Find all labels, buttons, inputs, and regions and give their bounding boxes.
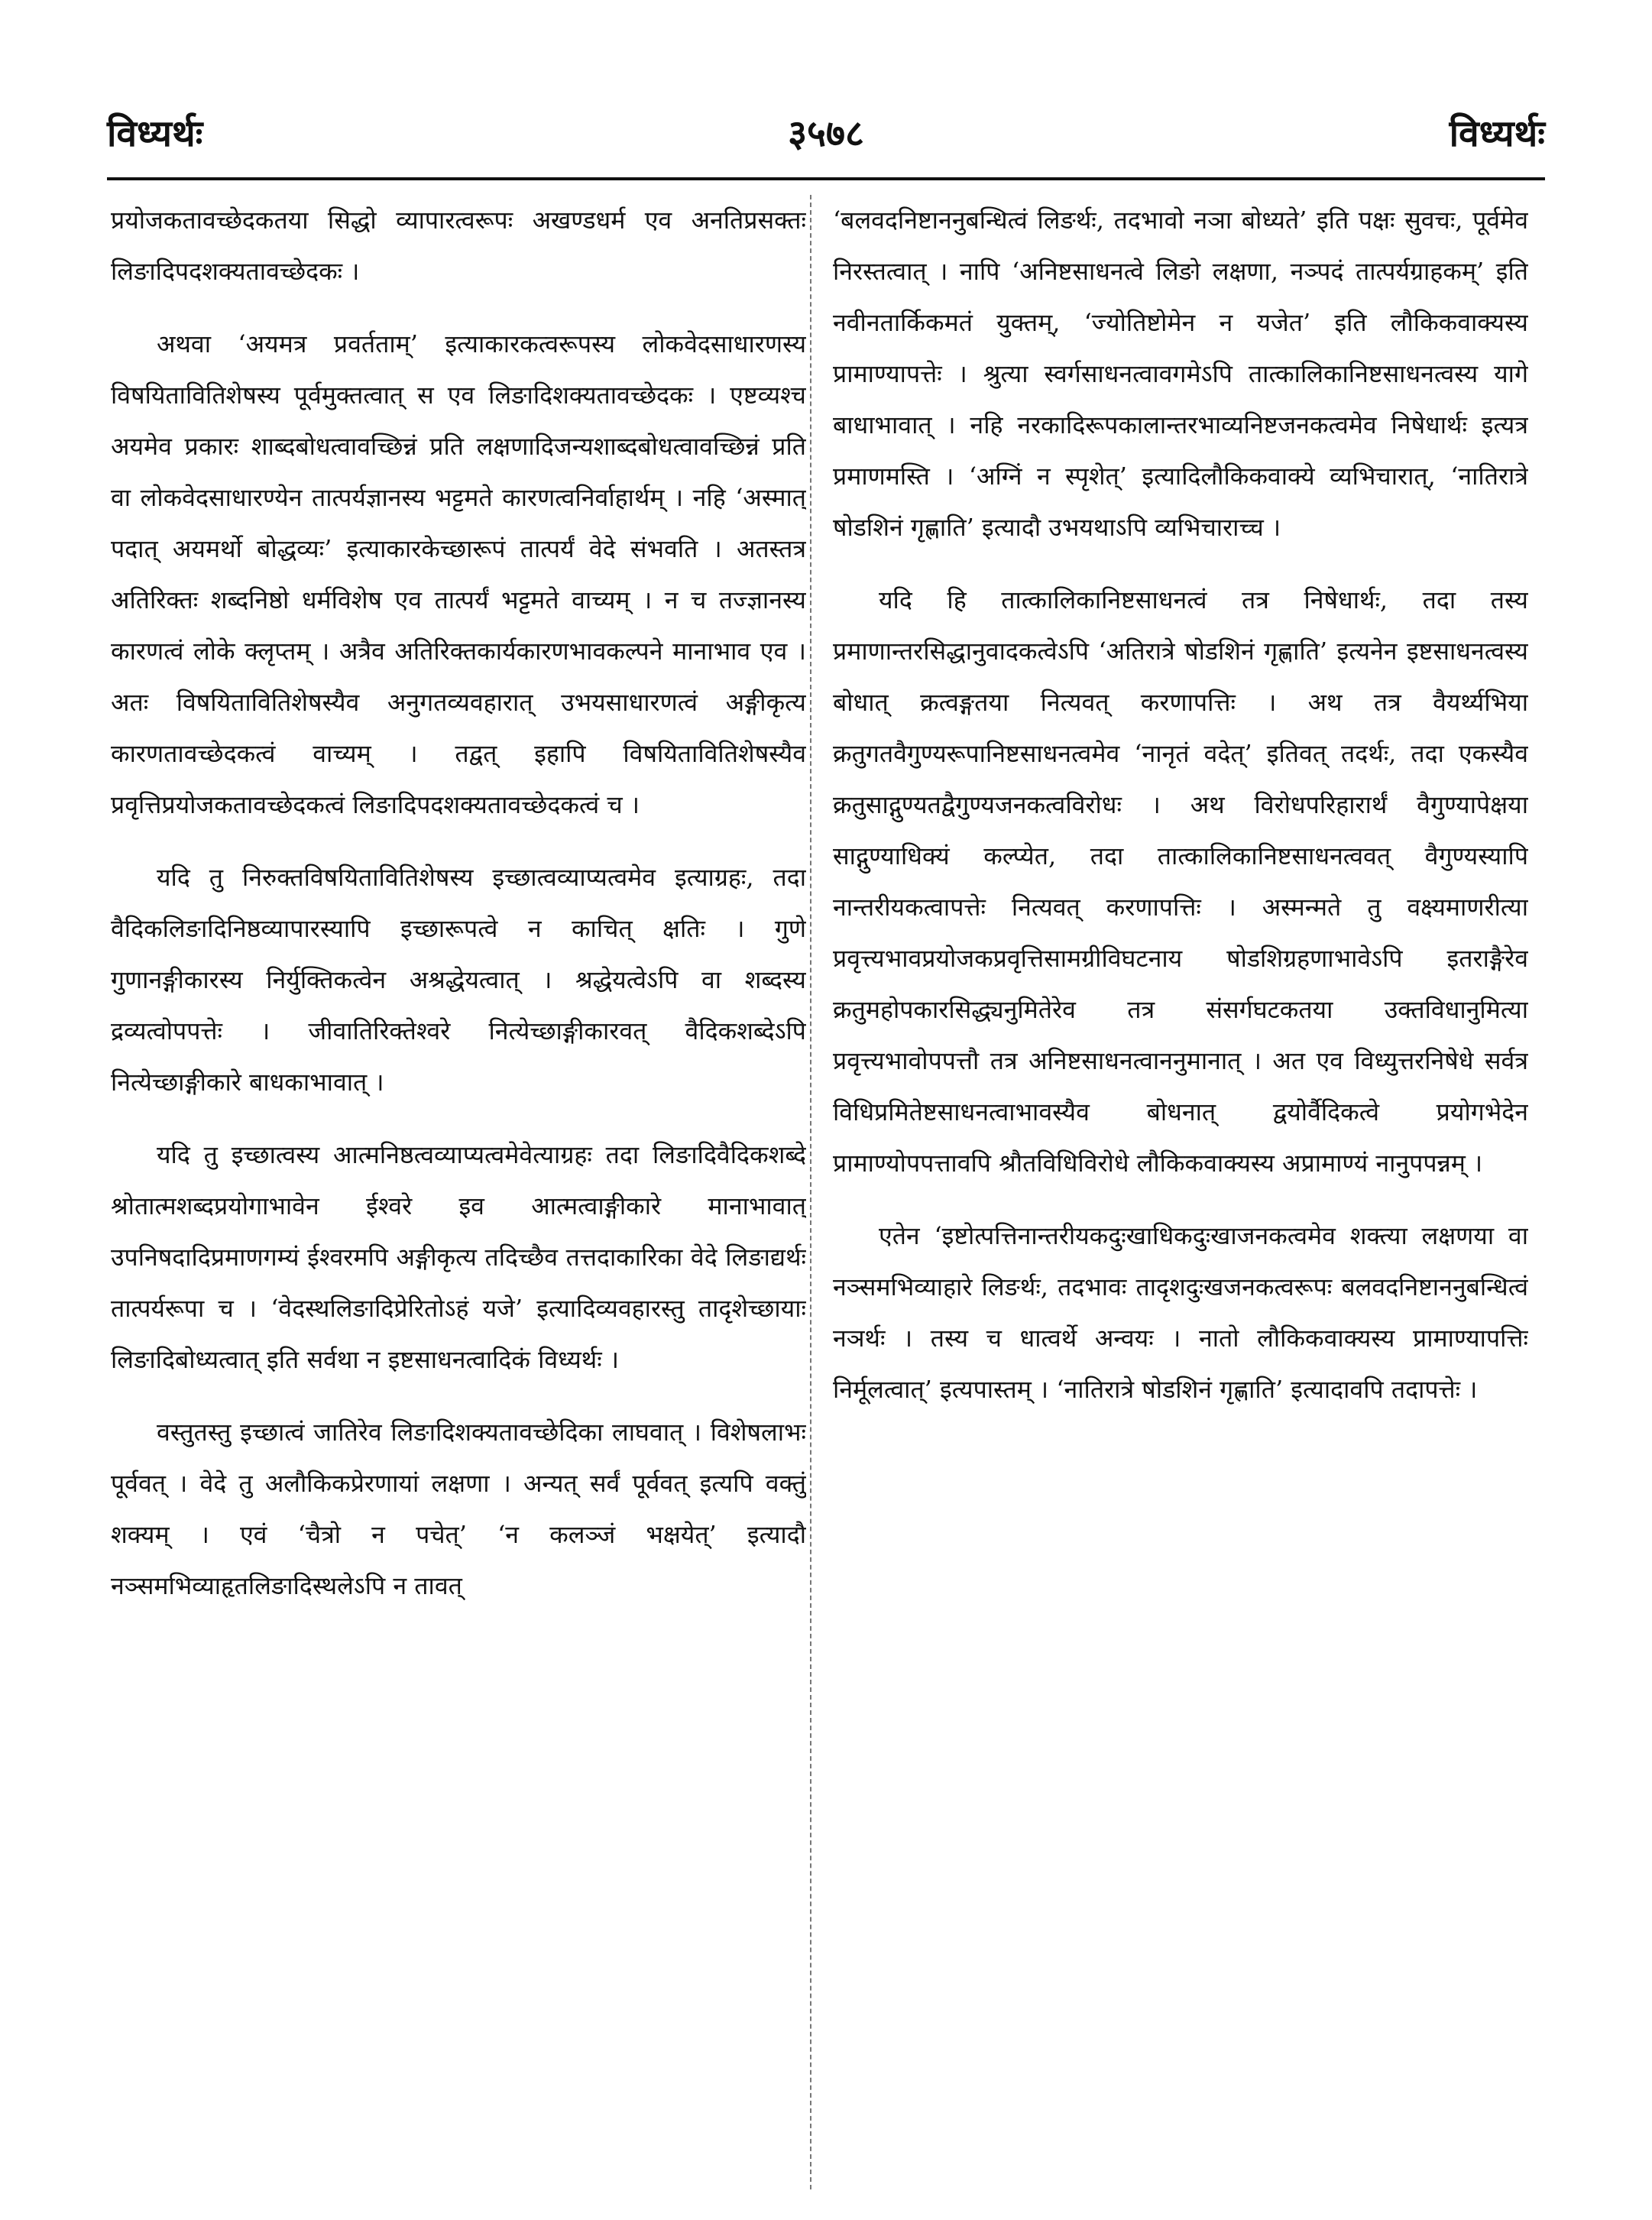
page-header bbox=[107, 99, 1545, 168]
page-number: ३५७८ bbox=[788, 112, 864, 155]
left-paragraph-1: प्रयोजकतावच्छेदकतया सिद्धो व्यापारत्वरूपः अखण्डधर्म एव अनतिप्रसक्तः लिङादिपदशक्यतावच्छेदकः । bbox=[111, 206, 806, 286]
header-rule bbox=[107, 177, 1545, 180]
header-left-title: विध्यर्थः bbox=[107, 112, 203, 155]
right-column bbox=[833, 195, 1528, 2189]
right-paragraph-2: यदि हि तात्कालिकानिष्टसाधनत्वं तत्र निषेधार्थः, तदा तस्य प्रमाणान्तरसिद्धानुवादकत्वेऽपि ‘अतिरात्रे षोडशिनं गृह्णाति’ इत्यनेन इष्टसाधनत्वस्य बोधात् क्रत्वङ्गतया नित्यवत् करणापत्तिः । अथ तत्र वैयर्थ्यभिया क्रतुगतवैगुण्यरूपानिष्टसाधनत्वमेव ‘नानृतं वदेत्’ इतिवत् तदर्थः, तदा एकस्यैव क्रतुसाद्गुण्यतद्वैगुण्यजनकत्वविरोधः । अथ विरोधपरिहारार्थं वैगुण्यापेक्षया साद्गुण्याधिक्यं कल्प्येत, तदा तात्कालिकानिष्टसाधनत्ववत् वैगुण्यस्यापि नान्तरीयकत्वापत्तेः नित्यवत् करणापत्तिः । अस्मन्मते तु वक्ष्यमाणरीत्या प्रवृत्त्यभावप्रयोजकप्रवृत्तिसामग्रीविघटनाय षोडशिग्रहणाभावेऽपि इतराङ्गैरेव क्रतुमहोपकारसिद्ध्यनुमितेरेव तत्र संसर्गघटकतया उक्तविधानुमित्या प्रवृत्त्यभावोपपत्तौ तत्र अनिष्टसाधनत्वाननुमानात् । अत एव विध्युत्तरनिषेधे सर्वत्र विधिप्रमितेष्टसाधनत्वाभावस्यैव बोधनात् द्वयोर्वैदिकत्वे प्रयोगभेदेन प्रामाण्योपपत्तावपि श्रौतविधिविरोधे लौकिकवाक्यस्य अप्रामाण्यं नानुपपन्नम् । bbox=[833, 585, 1528, 1178]
left-paragraph-3: यदि तु निरुक्तविषयितावितिशेषस्य इच्छात्वव्याप्यत्वमेव इत्याग्रहः, तदा वैदिकलिङादिनिष्ठव्यापारस्यापि इच्छारूपत्वे न काचित् क्षतिः । गुणे गुणानङ्गीकारस्य निर्युक्तिकत्वेन अश्रद्धेयत्वात् । श्रद्धेयत्वेऽपि वा शब्दस्य द्रव्यत्वोपपत्तेः । जीवातिरिक्तेश्वरे नित्येच्छाङ्गीकारवत् वैदिकशब्देऽपि नित्येच्छाङ्गीकारे बाधकाभावात् । bbox=[111, 863, 806, 1097]
left-column bbox=[111, 195, 806, 2189]
left-paragraph-2: अथवा ‘अयमत्र प्रवर्तताम्’ इत्याकारकत्वरूपस्य लोकवेदसाधारणस्य विषयितावितिशेषस्य पूर्वमुक्तत्वात् स एव लिङादिशक्यतावच्छेदकः । एष्टव्यश्च अयमेव प्रकारः शाब्दबोधत्वावच्छिन्नं प्रति लक्षणादिजन्यशाब्दबोधत्वावच्छिन्नं प्रति वा लोकवेदसाधारण्येन तात्पर्यज्ञानस्य भट्टमते कारणत्वनिर्वाहार्थम् । नहि ‘अस्मात् पदात् अयमर्थो बोद्धव्यः’ इत्याकारकेच्छारूपं तात्पर्यं वेदे संभवति । अतस्तत्र अतिरिक्तः शब्दनिष्ठो धर्मविशेष एव तात्पर्यं भट्टमते वाच्यम् । न च तज्ज्ञानस्य कारणत्वं लोके क्लृप्तम् । अत्रैव अतिरिक्तकार्यकारणभावकल्पने मानाभाव एव । अतः विषयितावितिशेषस्यैव अनुगतव्यवहारात् उभयसाधारणत्वं अङ्गीकृत्य कारणतावच्छेदकत्वं वाच्यम् । तद्वत् इहापि विषयितावितिशेषस्यैव प्रवृत्तिप्रयोजकतावच्छेदकत्वं लिङादिपदशक्यतावच्छेदकत्वं च । bbox=[111, 329, 806, 819]
column-divider bbox=[810, 195, 811, 2189]
right-paragraph-1: ‘बलवदनिष्टाननुबन्धित्वं लिङर्थः, तदभावो नञा बोध्यते’ इति पक्षः सुवचः, पूर्वमेव निरस्तत्वात् । नापि ‘अनिष्टसाधनत्वे लिङो लक्षणा, नञ्पदं तात्पर्यग्राहकम्’ इति नवीनतार्किकमतं युक्तम्, ‘ज्योतिष्टोमेन न यजेत’ इति लौकिकवाक्यस्य प्रामाण्यापत्तेः । श्रुत्या स्वर्गसाधनत्वावगमेऽपि तात्कालिकानिष्टसाधनत्वस्य यागे बाधाभावात् । नहि नरकादिरूपकालान्तरभाव्यनिष्टजनकत्वमेव निषेधार्थः इत्यत्र प्रमाणमस्ति । ‘अग्निं न स्पृशेत्’ इत्यादिलौकिकवाक्ये व्यभिचारात्, ‘नातिरात्रे षोडशिनं गृह्णाति’ इत्यादौ उभयथाऽपि व्यभिचाराच्च । bbox=[833, 206, 1528, 542]
left-paragraph-4: यदि तु इच्छात्वस्य आत्मनिष्ठत्वव्याप्यत्वमेवेत्याग्रहः तदा लिङादिवैदिकशब्दे श्रोतात्मशब्दप्रयोगाभावेन ईश्वरे इव आत्मत्वाङ्गीकारे मानाभावात् उपनिषदादिप्रमाणगम्यं ईश्वरमपि अङ्गीकृत्य तदिच्छैव तत्तदाकारिका वेदे लिङाद्यर्थः तात्पर्यरूपा च । ‘वेदस्थलिङादिप्रेरितोऽहं यजे’ इत्यादिव्यवहारस्तु तादृशेच्छायाः लिङादिबोध्यत्वात् इति सर्वथा न इष्टसाधनत्वादिकं विध्यर्थः । bbox=[111, 1140, 806, 1374]
right-paragraph-3: एतेन ‘इष्टोत्पत्तिनान्तरीयकदुःखाधिकदुःखाजनकत्वमेव शक्त्या लक्षणया वा नञ्समभिव्याहारे लिङर्थः, तदभावः तादृशदुःखजनकत्वरूपः बलवदनिष्टाननुबन्धित्वं नञर्थः । तस्य च धात्वर्थे अन्वयः । नातो लौकिकवाक्यस्य प्रामाण्यापत्तिः निर्मूलत्वात्’ इत्यपास्तम् । ‘नातिरात्रे षोडशिनं गृह्णाति’ इत्यादावपि तदापत्तेः । bbox=[833, 1221, 1528, 1404]
header-right-title: विध्यर्थः bbox=[1449, 112, 1545, 155]
left-paragraph-5: वस्तुतस्तु इच्छात्वं जातिरेव लिङादिशक्यतावच्छेदिका लाघवात् । विशेषलाभः पूर्ववत् । वेदे तु अलौकिकप्रेरणायां लक्षणा । अन्यत् सर्वं पूर्ववत् इत्यपि वक्तुं शक्यम् । एवं ‘चैत्रो न पचेत्’ ‘न कलञ्जं भक्षयेत्’ इत्यादौ नञ्समभिव्याहृतलिङादिस्थलेऽपि न तावत् bbox=[111, 1418, 806, 1600]
